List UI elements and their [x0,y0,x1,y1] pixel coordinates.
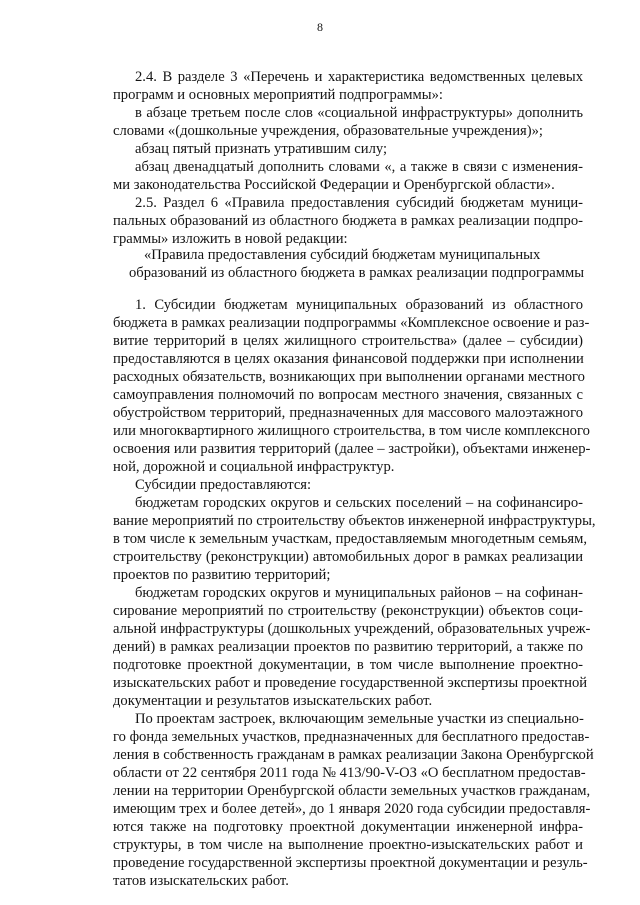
section-heading: образований из областного бюджета в рамках реализации подпрограммы [129,265,585,281]
page-number: 8 [317,20,323,34]
text-line: абзац двенадцатый дополнить словами «, а также в связи с изменения- [135,159,583,175]
text-line: имеющим трех и более детей», до 1 января 2020 года субсидии предоставля- [113,801,591,817]
text-line: документации и результатов изыскательских работ. [113,693,433,709]
text-line: бюджетам городских округов и сельских поселений – на софинансиро- [135,495,583,511]
text-line: изыскательских работ и проведение государственной экспертизы проектной [113,675,588,691]
text-line: ются также на подготовку проектной документации инженерной инфра- [113,819,583,835]
text-line: программ и основных мероприятий подпрограммы»: [113,87,443,103]
text-line: го фонда земельных участков, предназначенных для бесплатного предостав- [113,729,590,745]
text-line: в абзаце третьем после слов «социальной инфраструктуры» дополнить [135,105,583,121]
text-line: татов изыскательских работ. [113,873,289,889]
text-line: альной инфраструктуры (дошкольных учреждений, образовательных учреж- [113,621,591,637]
text-line: обустройством территорий, предназначенных для массового малоэтажного [113,405,583,421]
text-line: 2.4. В разделе 3 «Перечень и характеристика ведомственных целевых [135,69,583,85]
text-line: проведение государственной экспертизы проектной документации и резуль- [113,855,588,871]
text-line: освоения или развития территорий (далее – застройки), объектами инженер- [113,441,591,457]
text-line: предоставляются в целях оказания финансовой поддержки при исполнении [113,351,584,367]
text-line: вание мероприятий по строительству объектов инженерной инфраструктуры, [113,513,596,529]
text-line: строительству (реконструкции) автомобильных дорог в рамках реализации [113,549,583,565]
text-line: ления в собственность гражданам в рамках реализации Закона Оренбургской [113,747,594,763]
text-line: или многоквартирного жилищного строительства, в том числе комплексного [113,423,590,439]
text-line: словами «(дошкольные учреждения, образовательные учреждения)»; [113,123,543,139]
text-line: граммы» изложить в новой редакции: [113,231,348,247]
text-line: По проектам застроек, включающим земельные участки из специально- [135,711,584,727]
text-line: дений) в рамках реализации проектов по развитию территорий, а также по [113,639,583,655]
text-line: Субсидии предоставляются: [135,477,312,493]
text-line: подготовке проектной документации, в том числе выполнение проектно- [113,657,583,673]
text-line: бюджета в рамках реализации подпрограммы «Комплексное освоение и раз- [113,315,590,331]
text-line: области от 22 сентября 2011 года № 413/90-V-ОЗ «О бесплатном предостав- [113,765,586,781]
text-line: бюджетам городских округов и муниципальных районов – на софинан- [135,585,583,601]
text-line: в том числе к земельным участкам, предоставляемым многодетным семьям, [113,531,587,547]
text-line: лении на территории Оренбургской области земельных участков гражданам, [113,783,591,799]
text-line: структуры, в том числе на выполнение проектно-изыскательских работ и [113,837,583,853]
text-line: 1. Субсидии бюджетам муниципальных образований из областного [135,297,583,313]
text-line: витие территорий в целях жилищного строительства» (далее – субсидии) [113,333,583,349]
text-line: расходных обязательств, возникающих при выполнении органами местного [113,369,585,385]
text-line: ми законодательства Российской Федерации и Оренбургской области». [113,177,555,193]
text-line: 2.5. Раздел 6 «Правила предоставления субсидий бюджетам муници- [135,195,583,211]
text-line: проектов по развитию территорий; [113,567,331,583]
text-line: самоуправления полномочий по вопросам местного значения, связанных с [113,387,583,403]
section-heading: «Правила предоставления субсидий бюджетам муниципальных [144,247,541,263]
text-line: абзац пятый признать утратившим силу; [135,141,388,157]
text-line: ной, дорожной и социальной инфраструктур. [113,459,395,475]
text-line: сирование мероприятий по строительству (реконструкции) объектов соци- [113,603,583,619]
text-line: пальных образований из областного бюджета в рамках реализации подпро- [113,213,583,229]
